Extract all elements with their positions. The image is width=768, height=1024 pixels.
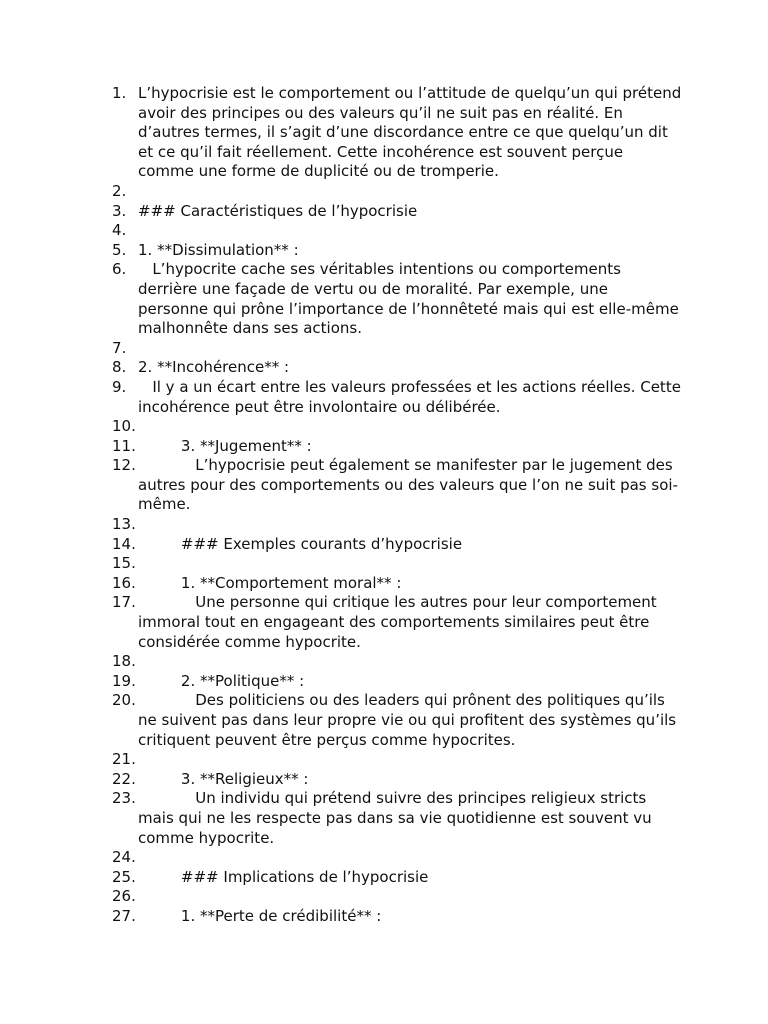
list-item [112,202,682,222]
line-number: 25. [112,867,136,886]
list-item [112,887,682,907]
list-item [112,672,682,692]
line-text: Il y a un écart entre les valeurs professées et les actions réelles. Cette incohérence peut être involontaire ou délibérée. [138,377,686,416]
list-item [112,241,682,261]
list-item [112,358,682,378]
line-number: 8. [112,358,127,377]
list-item [112,789,682,848]
line-number: 23. [112,789,136,808]
list-item [112,750,682,770]
line-text: 3. **Religieux** : [138,769,309,788]
line-number: 12. [112,456,136,475]
line-number: 13. [112,515,136,534]
line-text: 1. **Perte de crédibilité** : [138,906,382,925]
list-item [112,260,682,338]
line-text: 1. **Comportement moral** : [138,573,402,592]
list-item [112,770,682,790]
line-text: Une personne qui critique les autres pour leur comportement immoral tout en engageant des comportements similaires peut être considérée comme hypocrite. [138,593,662,651]
line-text: ### Caractéristiques de l’hypocrisie [138,201,418,220]
list-item [112,456,682,515]
list-item [112,593,682,652]
line-number: 26. [112,887,136,906]
list-item [112,574,682,594]
line-number: 19. [112,671,136,690]
line-number: 18. [112,652,136,671]
list-item [112,84,687,182]
line-number: 21. [112,750,136,769]
list-item [112,437,682,457]
line-number: 2. [112,181,127,200]
line-number: 22. [112,769,136,788]
line-text: L’hypocrisie peut également se manifester par le jugement des autres pour des comportements ou des valeurs que l’on ne suit pas soi-même. [138,456,678,514]
line-text: Des politiciens ou des leaders qui prônent des politiques qu’ils ne suivent pas dans leur propre vie ou qui profitent des systèmes qu’ils critiquent peuvent être perçus comme hypocrites. [138,691,681,749]
line-text: 2. **Incohérence** : [138,358,290,377]
list-item [112,339,682,359]
line-number: 20. [112,691,136,710]
list-item [112,377,686,417]
line-number: 1. [112,84,127,102]
line-text: 3. **Jugement** : [138,436,312,455]
list-item [112,691,682,750]
line-number: 9. [112,377,127,396]
line-text: 1. **Dissimulation** : [138,240,299,259]
line-text: Un individu qui prétend suivre des principes religieux stricts mais qui ne les respecte pas dans sa vie quotidienne est souvent vu comme hypocrite. [138,789,657,847]
line-number: 7. [112,338,127,357]
line-number: 4. [112,221,127,240]
list-item [112,182,682,202]
list-item [112,848,682,868]
line-number: 10. [112,417,136,436]
line-number: 5. [112,240,127,259]
line-text: 2. **Politique** : [138,671,305,690]
list-item [112,868,682,888]
line-number: 6. [112,260,127,279]
list-item [112,417,682,437]
list-item [112,221,682,241]
line-number: 15. [112,554,136,573]
line-number: 16. [112,573,136,592]
line-number: 24. [112,848,136,867]
line-text: L’hypocrisie est le comportement ou l’attitude de quelqu’un qui prétend avoir des principes ou des valeurs qu’il ne suit pas en réalité. En d’autres termes, il s’agit d’une discordance entre ce que quelqu’un dit et ce qu’il fait réellement. Cette incohérence est souvent perçue comme une forme de duplicité ou de tromperie. [138,84,687,181]
line-number: 17. [112,593,136,612]
list-item [112,652,682,672]
list-item [112,535,682,555]
numbered-list [112,84,687,927]
line-number: 11. [112,436,136,455]
line-number: 14. [112,534,136,553]
line-number: 3. [112,201,127,220]
line-number: 27. [112,906,136,925]
list-item [112,554,682,574]
line-text: L’hypocrite cache ses véritables intentions ou comportements derrière une façade de vertu ou de moralité. Par exemple, une personne qui prône l’importance de l’honnêteté mais qui est elle-même malhonnête dans ses actions. [138,260,684,338]
line-text: ### Implications de l’hypocrisie [138,867,429,886]
list-item [112,515,682,535]
line-text: ### Exemples courants d’hypocrisie [138,534,463,553]
list-item [112,907,682,927]
